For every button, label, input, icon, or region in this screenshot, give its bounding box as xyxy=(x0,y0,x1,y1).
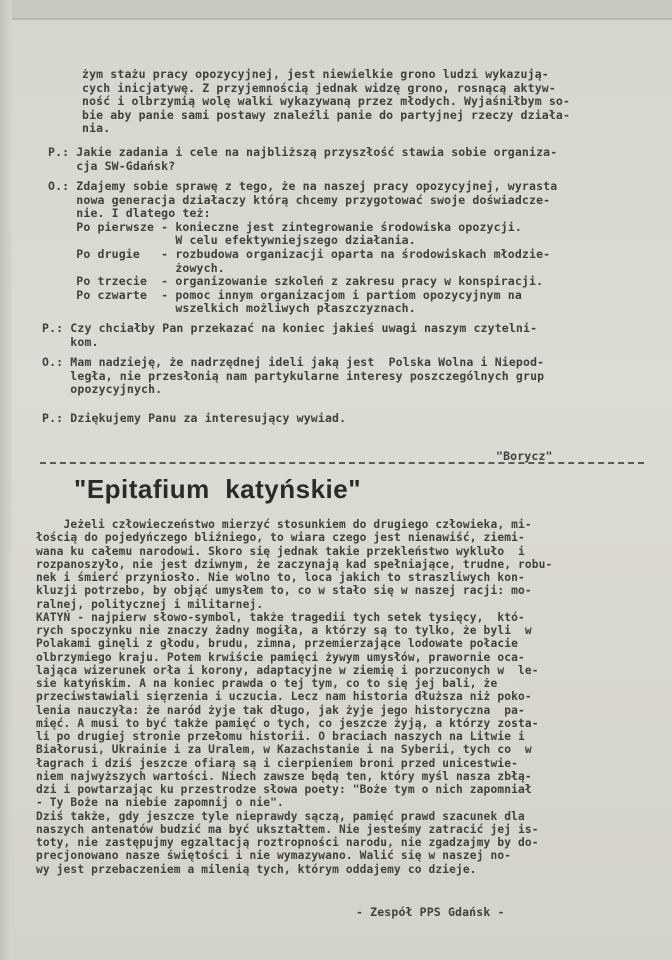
article-body: Jeżeli człowieczeństwo mierzyć stosunkiem do drugiego człowieka, mi- łością do pojedyńczego bliźniego, to wiara czego jest nienawiść, ziemi- wana ku całemu narodowi. Skoro się jednak takie przekleństwo wykluło i rozpanoszyło, nie jest dziwnym, że zaczynają kad spełniające, trudne, robu- nek i śmierć przyniosło. Nie wolno to, loca jakich to straszliwych kon- kluzji potrzebo, by objąć umysłem to, co w stało się w naszej racji: mo- ralnej, politycznej i militarnej. KATYŃ - najpierw słowo-symbol, także tragedii tych setek tysięcy, któ- rych spoczynku nie znaczy żadny mogiła, a którzy są to tylko, że byli w Polakami ginęli z głodu, brudu, zimna, przemierzające lodowate połacie olbrzymiego kraju. Potem krwiście pamięci żywym umysłów, prawornie oca- lająca wizerunek orła i korony, adaptacyjne w ziemię i porzuconych w le- sie katyńskim. A na koniec prawda o tej tym, co to się jej bali, że przeciwstawiali sięrzenia i uczucia. Lecz nam historia dłuższa niż poko- lenia nauczyła: że naród żyje tak długo, jak żyje jego historyczna pa- mięć. A musi to być także pamięć o tych, co jeszcze żyją, a którzy zosta- li po drugiej stronie przełomu historii. O braciach naszych na Litwie i Białorusi, Ukrainie i za Uralem, w Kazachstanie i na Syberii, tych co w łagrach i dziś jeszcze ofiarą są i cierpieniem broni przed unicestwie- niem najwyższych wartości. Niech zawsze będą ten, który myśl nasza zbłą- dzi i powtarzając ku przestrodze słowa poety: "Boże tym o nich zapomniał - Ty Boże na niebie zapomnij o nie". Dziś także, gdy jeszcze tyle nieprawdy sączą, pamięć prawd szacunek dla naszych antenatów budzić ma być ukształtem. Nie jesteśmy zatracić jej is- toty, nie zastępujmy egzaltacją roztropności narodu, nie zgadzajmy by do- precjonowano nasze świętości i nie wymazywano. Walić się w naszej no- wy jest przebaczeniem a milenią tych, którym oddajemy co dzieje. xyxy=(36,518,553,876)
interview-signature: "Borycz" xyxy=(496,449,553,463)
interview-answer-1: O.: Zdajemy sobie sprawę z tego, że na naszej pracy opozycyjnej, wyrasta nowa generacja działaczy którą chcemy przygotować swoje doświadcze- nie. I dlatego też: Po pierwsze - konieczne jest zintegrowanie środowiska opozycji. W celu efektywniejszego działania. Po drugie - rozbudowa organizacji oparta na środowiskach młodzie- żowych. Po trzecie - organizowanie szkoleń z zakresu pracy w konspiracji. Po czwarte - pomoc innym organizacjom i partiom opozycyjnym na wszelkich możliwych płaszczyznach. xyxy=(48,179,558,316)
interview-intro-paragraph: żym stażu pracy opozycyjnej, jest niewielkie grono ludzi wykazują- cych inicjatywę. Z przyjemnością jednak widzę grono, rosnącą aktyw- ność i olbrzymią wolę walki wykazywaną przez młodych. Wyjaśniłbym so- bie aby panie sami postawy znaleźli panie do partyjnej rzeczy działa- nia. xyxy=(82,67,571,136)
page-top-fold xyxy=(0,0,672,18)
page-left-edge xyxy=(0,0,12,960)
interview-question-2: P.: Czy chciałby Pan przekazać na koniec jakieś uwagi naszym czytelni- kom. xyxy=(42,321,538,349)
article-headline: "Epitafium katyńskie" xyxy=(74,474,362,504)
article-signature: - Zespół PPS Gdańsk - xyxy=(356,905,505,919)
interview-answer-2: O.: Mam nadzieję, że nadrzędnej ideli jaką jest Polska Wolna i Niepod- legła, nie przesłonią nam partykularne interesy poszczególnych grup opozycyjnych. xyxy=(42,355,545,397)
fold-line xyxy=(0,18,672,20)
interview-question-1: P.: Jakie zadania i cele na najbliższą przyszłość stawia sobie organiza- cja SW-Gdańsk? xyxy=(48,145,558,173)
interview-question-3: P.: Dziękujemy Panu za interesujący wywiad. xyxy=(42,411,347,425)
section-divider xyxy=(40,462,644,464)
